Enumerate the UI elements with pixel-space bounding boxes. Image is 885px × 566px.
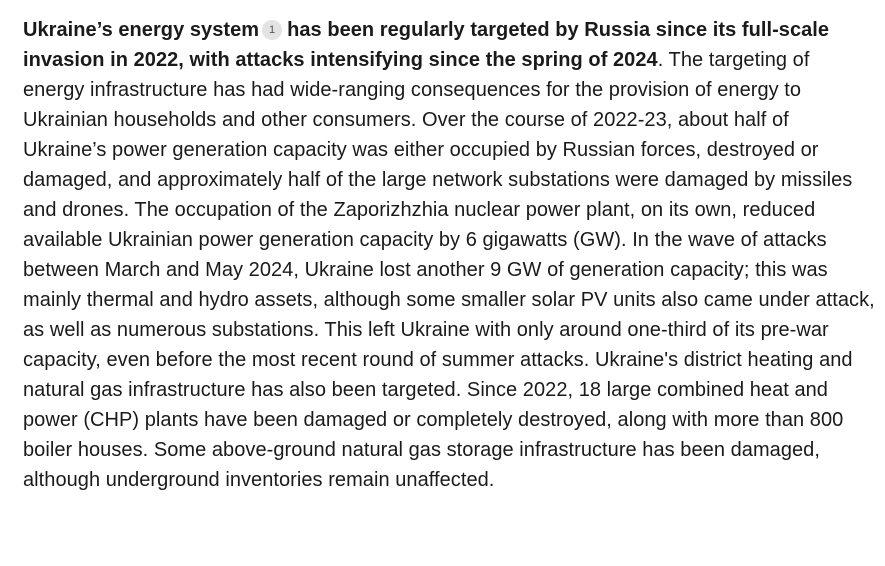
lead-text-part1: Ukraine’s energy system <box>23 19 260 41</box>
footnote-marker[interactable]: 1 <box>262 20 282 40</box>
article-paragraph <box>23 15 875 495</box>
body-text: . The targeting of energy infrastructure has had wide-ranging consequences for the provision of energy to Ukrainian households and other consumers. Over the course of 2022-23, about half of Ukraine’s power generation capacity was either occupied by Russian forces, destroyed or damaged, and approximately half of the large network substations were damaged by missiles and drones. The occupation of the Zaporizhzhia nuclear power plant, on its own, reduced available Ukrainian power generation capacity by 6 gigawatts (GW). In the wave of attacks between March and May 2024, Ukraine lost another 9 GW of generation capacity; this was mainly thermal and hydro assets, although some smaller solar PV units also came under attack, as well as numerous substations. This left Ukraine with only around one-third of its pre-war capacity, even before the most recent round of summer attacks. Ukraine's district heating and natural gas infrastructure has also been targeted. Since 2022, 18 large combined heat and power (CHP) plants have been damaged or completely destroyed, along with more than 800 boiler houses. Some above-ground natural gas storage infrastructure has been damaged, although underground inventories remain unaffected. <box>23 49 875 491</box>
lead-text-part2: has been regularly targeted by Russia since its full-scale invasion in 2022, with attacks intensifying since the spring of 2024 <box>23 19 830 71</box>
